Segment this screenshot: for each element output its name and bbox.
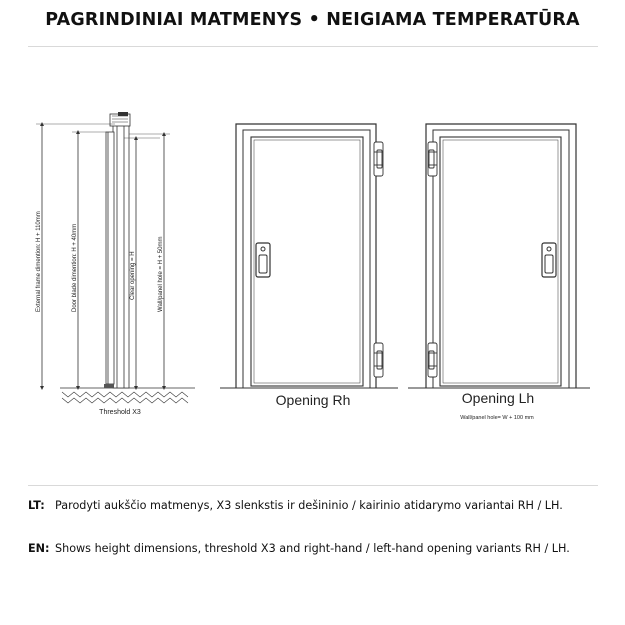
door-rh-hinge-bottom bbox=[374, 343, 383, 377]
door-rh-handle bbox=[256, 243, 270, 277]
note-en bbox=[28, 542, 570, 555]
wall-panel bbox=[113, 124, 129, 388]
page-title: PAGRINDINIAI MATMENYS • NEIGIAMA TEMPERATŪRA bbox=[45, 10, 580, 30]
threshold-x3 bbox=[104, 384, 114, 388]
dim-wall-label: Wall/panel hole = H + 50mm bbox=[158, 236, 164, 312]
door-lh-caption: Opening Lh bbox=[461, 390, 535, 406]
door-rh-hinge-top bbox=[374, 142, 383, 176]
note-lt-text: Parodyti aukščio matmenys, X3 slenkstis ir dešininio / kairinio atidarymo variantai RH / LH. bbox=[55, 499, 563, 512]
note-en-text: Shows height dimensions, threshold X3 and right-hand / left-hand opening variants RH / LH. bbox=[55, 542, 570, 555]
bottom-divider bbox=[28, 485, 598, 486]
dim-clear-label: Clear opening = H bbox=[130, 251, 136, 300]
floor-hatch bbox=[62, 392, 188, 403]
dim-external-label: External frame dimention: H + 110mm bbox=[36, 211, 42, 312]
threshold-label: Threshold X3 bbox=[99, 409, 141, 416]
note-en-code: EN: bbox=[28, 542, 50, 555]
door-rh bbox=[220, 124, 398, 388]
door-lh-hinge-bottom bbox=[428, 343, 437, 377]
door-lh-note: Wall/panel hole= W + 100 mm bbox=[460, 415, 534, 421]
section-drawing bbox=[36, 112, 195, 403]
door-lh-handle bbox=[542, 243, 556, 277]
door-lh bbox=[408, 124, 590, 388]
note-lt-code: LT: bbox=[28, 499, 45, 512]
door-rh-caption: Opening Rh bbox=[275, 392, 351, 408]
door-blade bbox=[106, 132, 114, 384]
door-lh-hinge-top bbox=[428, 142, 437, 176]
dim-blade-label: Door blade dimention: H + 40mm bbox=[72, 223, 78, 312]
note-lt bbox=[28, 499, 563, 512]
